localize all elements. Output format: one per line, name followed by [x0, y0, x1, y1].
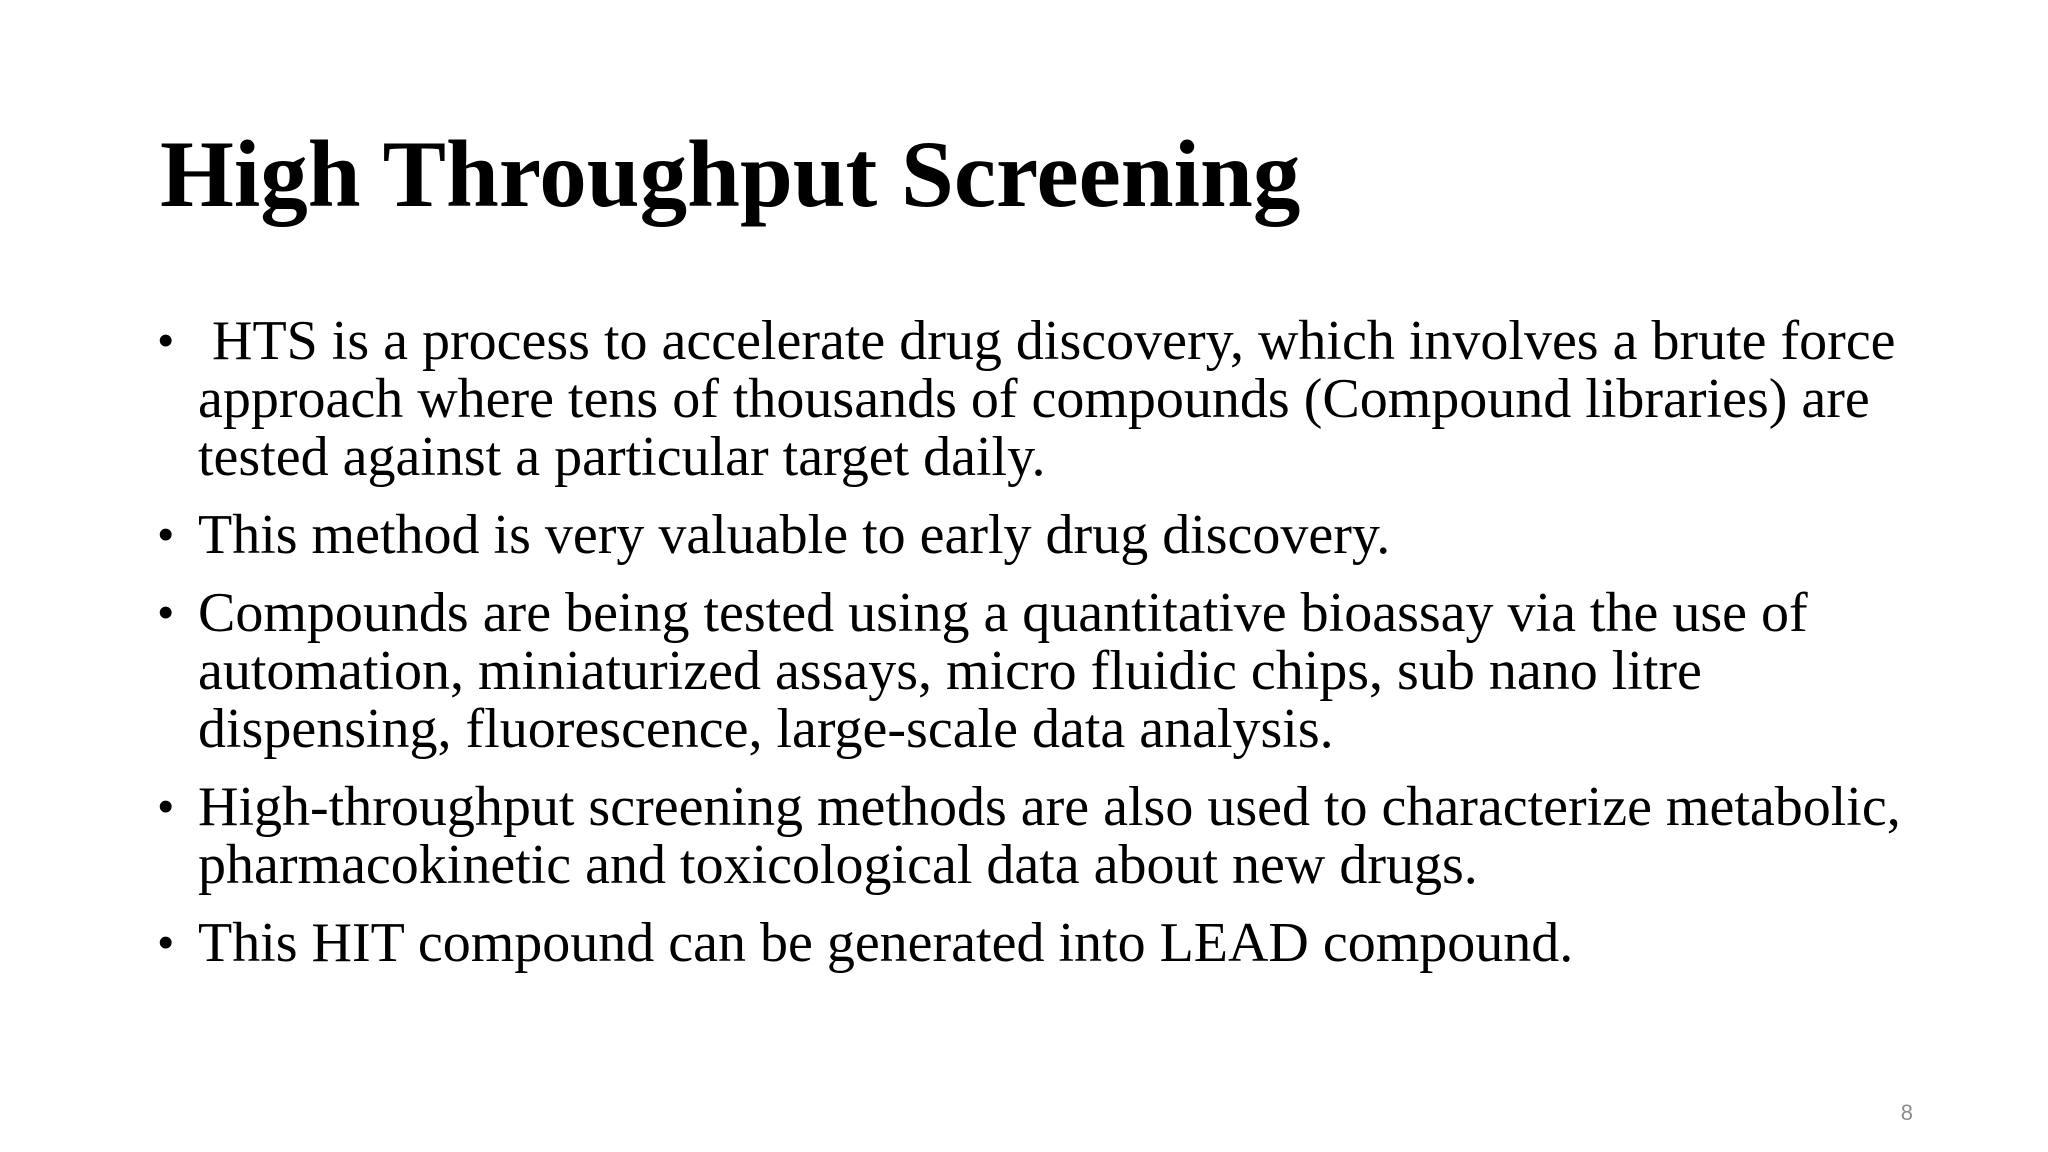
slide-number: 8	[1900, 1100, 1913, 1125]
bullet-icon: •	[158, 918, 174, 967]
list-item	[158, 914, 1918, 972]
bullet-text: HTS is a process to accelerate drug discovery, which involves a brute force approach where tens of thousands of compounds (Compound libraries) are tested against a particular target daily.	[198, 310, 1910, 488]
bullet-text: High-throughput screening methods are also used to characterize metabolic, pharmacokinetic and toxicological data about new drugs.	[198, 776, 1915, 896]
slide-title: High Throughput Screening	[160, 121, 1301, 227]
bullet-icon: •	[158, 316, 174, 365]
bullet-list	[158, 312, 1918, 992]
bullet-icon: •	[158, 782, 174, 831]
list-item	[158, 584, 1918, 758]
list-item	[158, 312, 1918, 486]
list-item	[158, 778, 1918, 894]
bullet-text: This method is very valuable to early drug discovery.	[198, 504, 1391, 566]
list-item	[158, 506, 1918, 564]
bullet-icon: •	[158, 588, 174, 637]
bullet-icon: •	[158, 510, 174, 559]
bullet-text: This HIT compound can be generated into LEAD compound.	[198, 912, 1574, 974]
bullet-text: Compounds are being tested using a quantitative bioassay via the use of automation, miniaturized assays, micro fluidic chips, sub nano litre dispensing, fluorescence, large-scale data analysis.	[198, 582, 1822, 760]
